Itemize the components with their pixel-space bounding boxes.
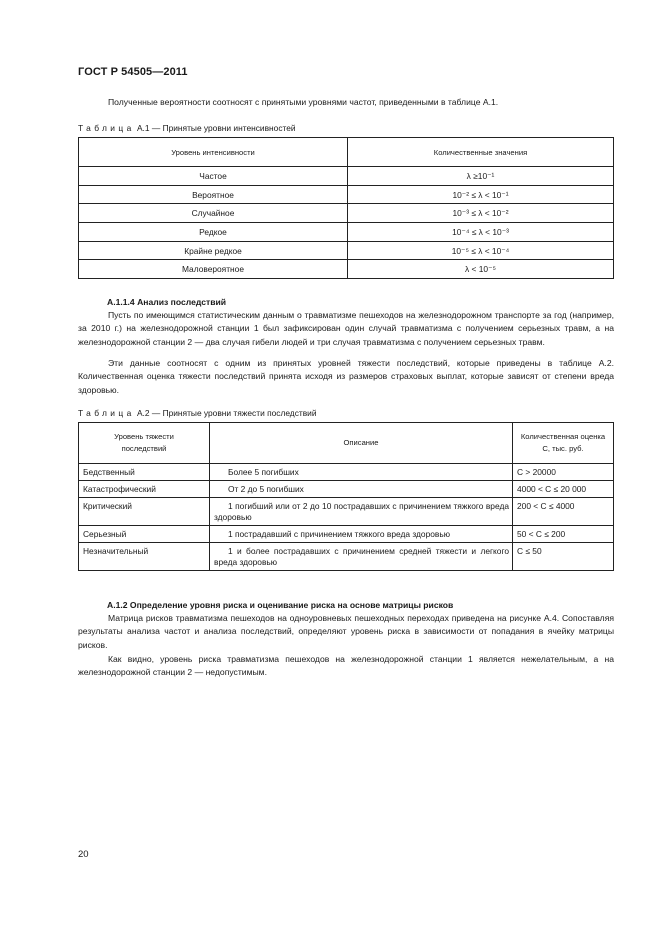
- table-cell: [210, 498, 513, 526]
- page-number: 20: [78, 849, 89, 860]
- table-cell: Крайне редкое: [79, 241, 348, 260]
- section-a12-heading: А.1.2 Определение уровня риска и оценивание риска на основе матрицы рисков: [107, 600, 454, 610]
- column-header: Количественная оценка С, тыс. руб.: [513, 423, 614, 464]
- cell-text: Более 5 погибших: [228, 467, 299, 477]
- table2-caption: [78, 408, 317, 418]
- table-cell: Катастрофический: [79, 481, 210, 498]
- table-cell: Незначительный: [79, 543, 210, 571]
- section-a114-heading: А.1.1.4 Анализ последствий: [107, 297, 227, 307]
- table-row: [79, 498, 614, 526]
- table-cell: [210, 543, 513, 571]
- table-cell: λ ≥10⁻¹: [348, 167, 614, 186]
- table2-caption-prefix: Таблица: [78, 408, 135, 418]
- section-a12-paragraph-1: Матрица рисков травматизма пешеходов на одноуровневых пешеходных переходах приведена на рисунке А.4. Сопоставляя результаты анализа частот и анализа последствий, определяют уровень риска в зависимости от попадания в ячейку матрицы рисков.: [78, 613, 614, 650]
- intro-paragraph: Полученные вероятности соотносят с принятыми уровнями частот, приведенными в таблице А.1.: [108, 97, 499, 107]
- table-header-row: [79, 138, 614, 167]
- section-a114-paragraph-2: Эти данные соотносят с одним из принятых уровней тяжести последствий, которые приведены в таблице А.2. Количественная оценка тяжести последствий принята исходя из размеров страховых выплат, которые зависят от степени вреда здоровью.: [78, 358, 614, 395]
- table-cell: 10⁻⁵ ≤ λ < 10⁻⁴: [348, 241, 614, 260]
- table-cell: [210, 464, 513, 481]
- table-cell: 10⁻³ ≤ λ < 10⁻²: [348, 204, 614, 223]
- table-cell: Редкое: [79, 223, 348, 242]
- table-row: [79, 481, 614, 498]
- cell-text: 1 пострадавший с причинением тяжкого вреда здоровью: [228, 529, 450, 539]
- cell-text: От 2 до 5 погибших: [228, 484, 304, 494]
- table-row: [79, 464, 614, 481]
- column-header: Описание: [210, 423, 513, 464]
- table-row: [79, 543, 614, 571]
- table-row: [79, 167, 614, 186]
- table-cell: λ < 10⁻⁵: [348, 260, 614, 279]
- table1-caption-text: А.1 — Принятые уровни интенсивностей: [136, 123, 296, 133]
- table-cell: 200 < С ≤ 4000: [513, 498, 614, 526]
- table-cell: 10⁻² ≤ λ < 10⁻¹: [348, 185, 614, 204]
- table-cell: Бедственный: [79, 464, 210, 481]
- column-header: Уровень тяжести последствий: [79, 423, 210, 464]
- table-header-row: [79, 423, 614, 464]
- table-row: [79, 185, 614, 204]
- table1-caption: [78, 123, 296, 133]
- table-row: [79, 260, 614, 279]
- cell-text: 1 погибший или от 2 до 10 пострадавших с причинением тяжкого вреда здоровью: [214, 501, 509, 522]
- severity-levels-table: [78, 422, 614, 571]
- document-header: ГОСТ Р 54505—2011: [78, 66, 188, 78]
- table1-caption-prefix: Таблица: [78, 123, 135, 133]
- table-cell: Случайное: [79, 204, 348, 223]
- table-cell: [210, 526, 513, 543]
- column-header: Количественные значения: [348, 138, 614, 167]
- table2-caption-text: А.2 — Принятые уровни тяжести последствий: [136, 408, 317, 418]
- table-row: [79, 526, 614, 543]
- table-cell: Серьезный: [79, 526, 210, 543]
- table-cell: Маловероятное: [79, 260, 348, 279]
- table-cell: Вероятное: [79, 185, 348, 204]
- section-a114-paragraph-1: Пусть по имеющимся статистическим данным о травматизме пешеходов на железнодорожном транспорте за год (например, за 2010 г.) на железнодорожной станции 1 был зафиксирован один случай травматизма с получением серьезных травм, а на железнодорожной станции 2 — два случая гибели людей и три случая травматизма с получением серьезных травм.: [78, 310, 614, 347]
- intensity-levels-table: [78, 137, 614, 279]
- table-cell: 10⁻⁴ ≤ λ < 10⁻³: [348, 223, 614, 242]
- table-row: [79, 241, 614, 260]
- table-cell: 4000 < С ≤ 20 000: [513, 481, 614, 498]
- column-header: Уровень интенсивности: [79, 138, 348, 167]
- table-cell: [210, 481, 513, 498]
- table-cell: С ≤ 50: [513, 543, 614, 571]
- cell-text: 1 и более пострадавших с причинением средней тяжести и легкого вреда здоровью: [214, 546, 509, 567]
- table-cell: С > 20000: [513, 464, 614, 481]
- table-cell: Частое: [79, 167, 348, 186]
- section-a12-paragraph-2: Как видно, уровень риска травматизма пешеходов на железнодорожной станции 1 является нежелательным, а на железнодорожной станции 2 — недопустимым.: [78, 654, 614, 678]
- table-cell: Критический: [79, 498, 210, 526]
- table-row: [79, 223, 614, 242]
- table-cell: 50 < С ≤ 200: [513, 526, 614, 543]
- table-row: [79, 204, 614, 223]
